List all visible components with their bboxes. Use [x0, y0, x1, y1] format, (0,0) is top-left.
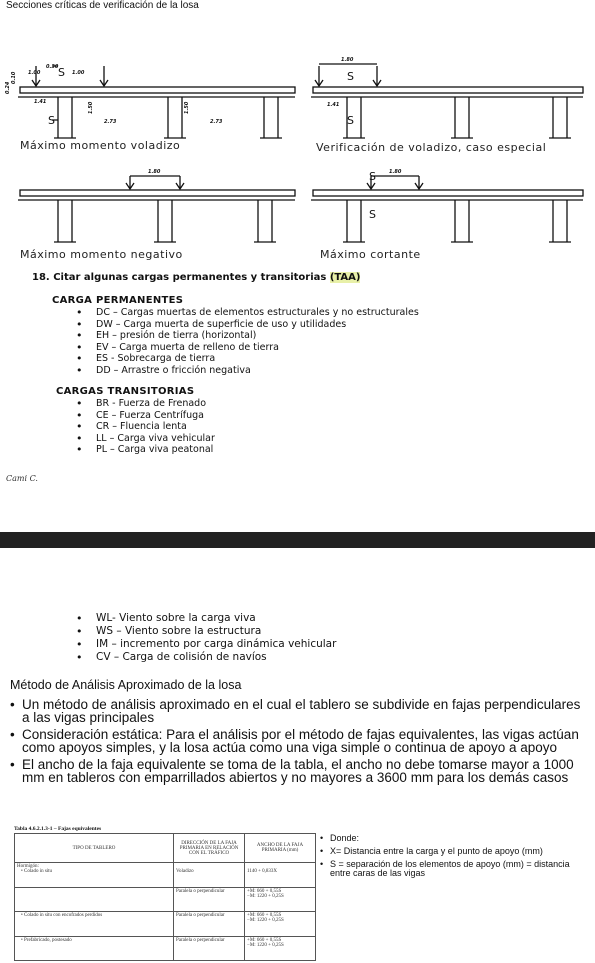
column-header: ANCHO DE LA FAJA PRIMARIA (mm)	[245, 834, 316, 863]
list-item: • LL – Carga viva vehicular	[76, 433, 215, 445]
table-cell: • Colado in situ con encofrados perdidos	[15, 912, 174, 937]
table-cell: 1140 + 0,833X	[247, 869, 277, 874]
list-item: • DC – Cargas muertas de elementos estructurales y no estructurales	[76, 307, 419, 319]
table-row	[15, 863, 316, 888]
caption-max-negative-moment: Máximo momento negativo	[20, 248, 183, 261]
dim-label: 0.30	[46, 64, 59, 70]
list-item: • PL – Carga viva peatonal	[76, 444, 215, 456]
list-item: • WS – Viento sobre la estructura	[76, 625, 336, 638]
list-item: • BR - Fuerza de Frenado	[76, 398, 215, 410]
question-text: 18. Citar algunas cargas permanentes y transitorias	[32, 272, 330, 283]
list-item: • CE – Fuerza Centrífuga	[76, 410, 215, 422]
caption-max-moment-cantilever: Máximo momento voladizo	[20, 139, 181, 152]
table-cell: Paralela o perpendicular	[174, 912, 245, 937]
transient-loads-list-continued	[76, 612, 336, 664]
diagram-max-shear	[305, 162, 595, 250]
equivalent-strips-table	[14, 833, 316, 961]
dim-label: 0.10	[11, 71, 17, 84]
page-separator	[0, 532, 595, 548]
table-cell: Hormigón:	[17, 864, 39, 869]
list-item: • CV – Carga de colisión de navíos	[76, 651, 336, 664]
table-cell: • Prefabricado, postesado	[15, 936, 174, 961]
list-item: • IM – incremento por carga dinámica vehicular	[76, 638, 336, 651]
dim-label: 1.50	[88, 101, 94, 114]
table-cell: Paralela o perpendicular	[174, 887, 245, 912]
diagram-max-moment-cantilever	[0, 50, 300, 150]
bullet-item: • Un método de análisis aproximado en el cual el tablero se subdivide en fajas perpendiculares a las vigas principales	[10, 699, 590, 724]
list-item: • WL- Viento sobre la carga viva	[76, 612, 336, 625]
signature: Cami C.	[6, 474, 38, 483]
dim-label: 1.00	[72, 70, 85, 76]
method-bullets	[10, 699, 590, 789]
list-item: • ES - Sobrecarga de tierra	[76, 353, 419, 365]
bullet-item: • Consideración estática: Para el análisis por el método de fajas equivalentes, las vigas actúan como apoyos simples, y la losa actúa como una viga simple o continua de apoyo a apoyo	[10, 729, 590, 754]
list-item: • EV – Carga muerta de relleno de tierra	[76, 342, 419, 354]
caption-max-shear: Máximo cortante	[320, 248, 421, 261]
list-item: • EH – presión de tierra (horizontal)	[76, 330, 419, 342]
section-mark: S	[347, 70, 354, 83]
table-cell: +M: 660 + 0,55S −M: 1220 + 0,25S	[245, 936, 316, 961]
section-mark: S	[369, 170, 376, 183]
list-item: • DD – Arrastre o fricción negativa	[76, 365, 419, 377]
dim-label: 1.50	[184, 101, 190, 114]
dim-label: 2.73	[104, 119, 117, 125]
dim-label: 1.80	[148, 169, 161, 175]
list-item: • CR – Fluencia lenta	[76, 421, 215, 433]
table-cell	[15, 887, 174, 912]
section-mark: S	[347, 114, 354, 127]
diagram-max-negative-moment	[0, 162, 300, 250]
transient-loads-list	[76, 398, 215, 456]
section-mark: S	[48, 114, 55, 127]
question-heading	[32, 272, 360, 283]
transient-loads-title: CARGAS TRANSITORIAS	[56, 386, 195, 397]
table-cell: +M: 660 + 0,55S −M: 1220 + 0,25S	[245, 912, 316, 937]
section-mark: S	[58, 66, 65, 79]
note-item: • S = separación de los elementos de apoyo (mm) = distancia entre caras de las vigas	[320, 860, 590, 878]
table-cell: +M: 660 + 0,55S −M: 1220 + 0,25S	[245, 887, 316, 912]
question-tag: (TAA)	[329, 272, 361, 283]
table-title: Tabla 4.6.2.1.3-1 – Fajas equivalentes	[14, 826, 102, 832]
table-notes	[320, 834, 590, 882]
method-title: Método de Análisis Aproximado de la losa	[10, 678, 242, 692]
dim-label: 1.41	[34, 99, 47, 105]
list-item: • DW – Carga muerta de superficie de uso y utilidades	[76, 319, 419, 331]
dim-label: 0.24	[5, 81, 11, 94]
diagram-cantilever-special-case	[305, 50, 595, 150]
note-item: • X= Distancia entre la carga y el punto de apoyo (mm)	[320, 847, 590, 856]
permanent-loads-title: CARGA PERMANENTES	[52, 295, 184, 306]
page-header: Secciones críticas de verificación de la losa	[6, 0, 199, 11]
table-cell: Voladizo	[176, 869, 194, 874]
permanent-loads-list	[76, 307, 419, 377]
table-row	[15, 936, 316, 961]
table-row	[15, 912, 316, 937]
section-mark: S	[369, 208, 376, 221]
column-header: TIPO DE TABLERO	[15, 834, 174, 863]
bullet-item: • El ancho de la faja equivalente se toma de la tabla, el ancho no debe tomarse mayor a 1000 mm en tableros con emparrillados abiertos y no mayores a 3600 mm para los demás casos	[10, 759, 590, 784]
dim-label: 1.80	[389, 169, 402, 175]
caption-cantilever-special-case: Verificación de voladizo, caso especial	[316, 141, 547, 154]
dim-label: 1.00	[28, 70, 41, 76]
note-item: • Donde:	[320, 834, 590, 843]
table-cell: Paralela o perpendicular	[174, 936, 245, 961]
dim-label: 2.73	[210, 119, 223, 125]
dim-label: 1.80	[341, 57, 354, 63]
dim-label: 1.41	[327, 102, 340, 108]
table-header-row	[15, 834, 316, 863]
table-row	[15, 887, 316, 912]
table-cell: • Colado in situ	[21, 869, 53, 874]
column-header: DIRECCIÓN DE LA FAJA PRIMARIA EN RELACIÓN CON EL TRÁFICO	[174, 834, 245, 863]
